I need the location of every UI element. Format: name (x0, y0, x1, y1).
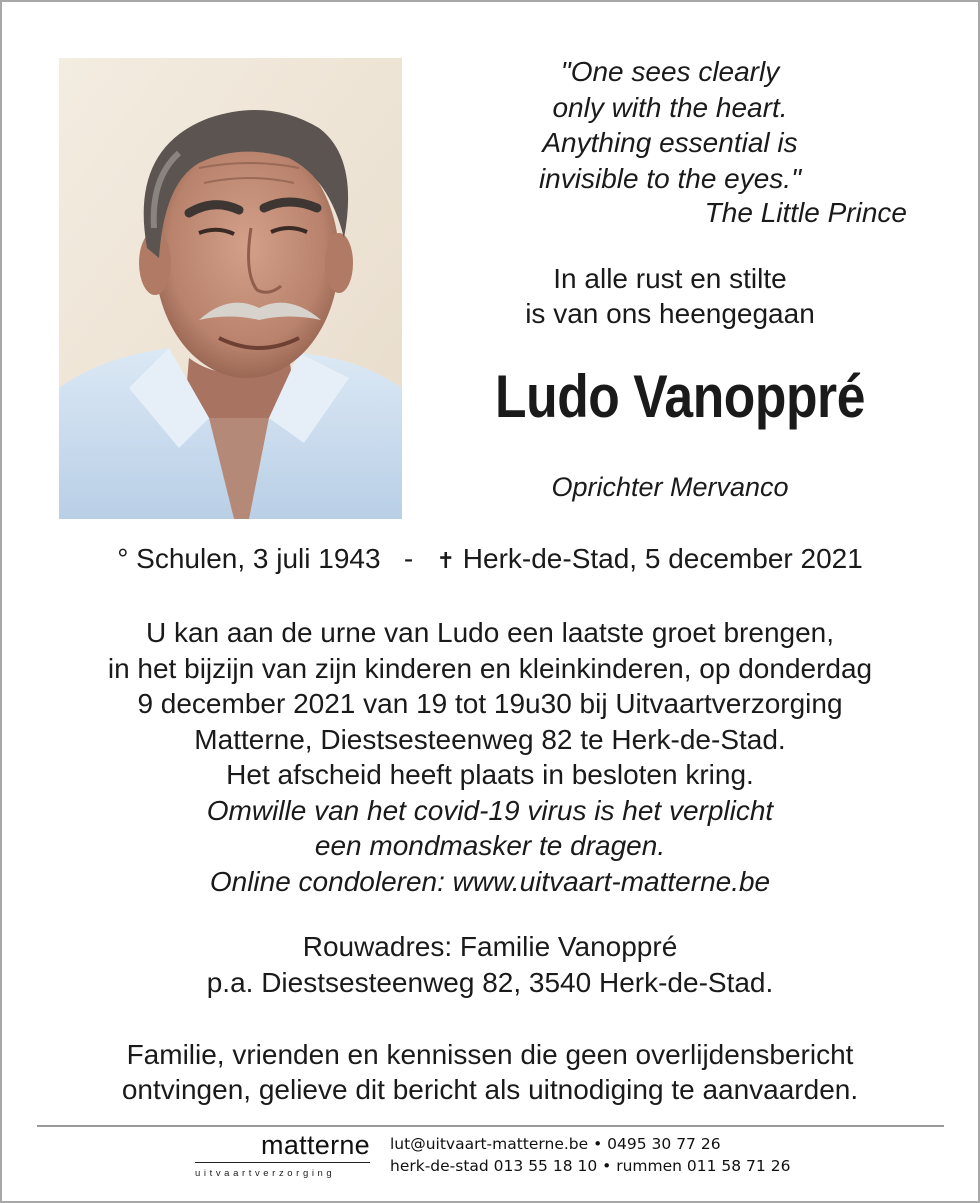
contact-line-1: lut@uitvaart-matterne.be • 0495 30 77 26 (390, 1135, 721, 1153)
death-info: Herk-de-Stad, 5 december 2021 (462, 543, 863, 574)
details-line: U kan aan de urne van Ludo een laatste groet brengen, (145, 617, 835, 648)
logo-underline (195, 1162, 370, 1163)
quote-author: The Little Prince (704, 197, 907, 228)
quote-line: only with the heart. (552, 91, 788, 123)
mourning-address-line-1: Rouwadres: Familie Vanoppré (302, 931, 678, 962)
date-separator: - (403, 543, 414, 574)
life-dates (0, 540, 980, 580)
details-line: 9 december 2021 van 19 tot 19u30 bij Uitvaartverzorging (137, 688, 843, 719)
cross-icon: ✝ (436, 548, 456, 573)
details-line: in het bijzijn van zijn kinderen en kleinkinderen, op donderdag (107, 652, 873, 684)
portrait-photo (59, 58, 402, 519)
details-line: Matterne, Diestsesteenweg 82 te Herk-de-Stad. (194, 723, 786, 755)
quote-line: Anything essential is (542, 127, 798, 158)
quote-text (470, 54, 870, 196)
invitation-line-2: ontvingen, gelieve dit bericht als uitnodiging te aanvaarden. (121, 1074, 859, 1105)
contact-line-2: herk-de-stad 013 55 18 10 • rummen 011 58 71 26 (390, 1157, 791, 1175)
intro-line-2: is van ons heengegaan (525, 298, 815, 329)
birth-info: ° Schulen, 3 juli 1943 (117, 543, 381, 574)
quote-line: invisible to the eyes." (538, 162, 802, 194)
online-condolence-line: Online condoleren: www.uitvaart-matterne.be (209, 865, 771, 897)
matterne-logo (195, 1130, 370, 1179)
logo-subtitle: uitvaartverzorging (195, 1168, 336, 1179)
logo-wordmark: matterne (261, 1130, 370, 1160)
intro-text (420, 261, 920, 331)
invitation-text (0, 1037, 980, 1107)
mourning-address-line-2: p.a. Diestsesteenweg 82, 3540 Herk-de-Stad. (206, 967, 774, 998)
deceased-title: Oprichter Mervanco (551, 472, 789, 502)
invitation-line-1: Familie, vrienden en kennissen die geen overlijdensbericht (126, 1039, 854, 1070)
covid-notice-line: Omwille van het covid-19 virus is het verplicht (206, 794, 774, 826)
quote-line: "One sees clearly (560, 56, 780, 87)
footer-divider (37, 1125, 944, 1127)
service-details (0, 615, 980, 899)
intro-line-1: In alle rust en stilte (553, 263, 787, 294)
details-line: Het afscheid heeft plaats in besloten kring. (226, 759, 754, 790)
deceased-name: Ludo Vanoppré (495, 363, 865, 430)
covid-notice-line: een mondmasker te dragen. (314, 830, 666, 861)
mourning-address (0, 929, 980, 1001)
contact-info (390, 1133, 790, 1177)
